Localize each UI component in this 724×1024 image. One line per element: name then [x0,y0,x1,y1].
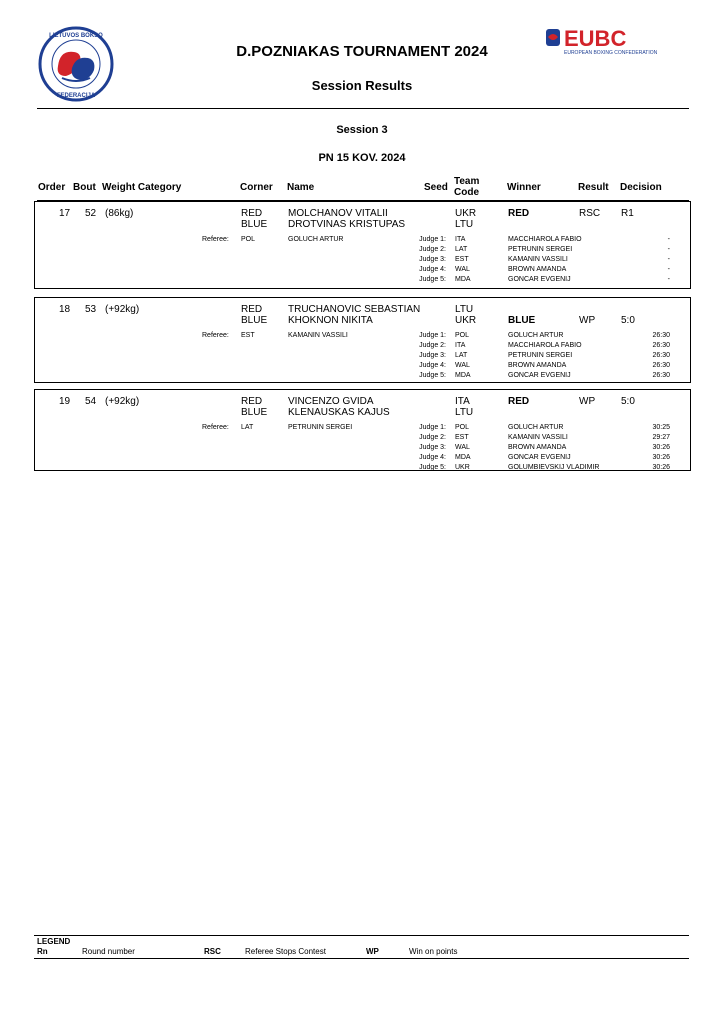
result: WP [579,396,596,407]
judge-label: Judge 3: [419,256,446,263]
bout-order: 19 [59,396,71,407]
judge-country: WAL [455,362,470,369]
col-code: Code [454,187,479,198]
judge-name: GOLUCH ARTUR [508,332,564,339]
judge-score: 26:30 [652,372,670,379]
referee-label: Referee: [202,236,229,243]
referee-name: GOLUCH ARTUR [288,236,344,243]
red-boxer-name: MOLCHANOV VITALII [288,208,388,219]
blue-boxer-name: KLENAUSKAS KAJUS [288,407,390,418]
judge-label: Judge 5: [419,276,446,283]
judge-country: POL [455,332,470,339]
referee-country: EST [241,332,255,339]
winner: RED [508,396,530,407]
judge-country: WAL [455,266,470,273]
judge-name: BROWN AMANDA [508,362,567,369]
blue-boxer-name: DROTVINAS KRISTUPAS [288,219,406,230]
session-date: PN 15 KOV. 2024 [318,152,406,164]
judge-label: Judge 1: [419,424,446,431]
red-team-code: ITA [455,396,470,407]
judge-score: 26:30 [652,352,670,359]
judge-score: 30:25 [652,424,670,431]
judge-name: GOLUCH ARTUR [508,424,564,431]
judge-country: ITA [455,236,466,243]
judge-score: - [667,236,670,243]
svg-text:FEDERACIJA: FEDERACIJA [56,93,96,99]
referee-name: KAMANIN VASSILI [288,332,348,339]
judge-name: PETRUNIN SERGEI [508,246,573,253]
legend-title: LEGEND [37,937,71,946]
tournament-title: D.POZNIAKAS TOURNAMENT 2024 [236,43,488,60]
red-team-code: UKR [455,208,477,219]
col-seed: Seed [424,182,448,193]
judge-score: 26:30 [652,332,670,339]
red-corner-label: RED [241,304,263,315]
bout-number: 52 [85,208,97,219]
judge-country: MDA [455,372,471,379]
red-corner-label: RED [241,208,263,219]
bout-number: 54 [85,396,97,407]
decision: R1 [621,208,634,219]
decision: 5:0 [621,315,635,326]
blue-team-code: UKR [455,315,477,326]
session-name: Session 3 [336,124,388,136]
result: RSC [579,208,601,219]
judge-country: POL [455,424,470,431]
legend-desc: Round number [82,947,135,956]
col-decision: Decision [620,182,662,193]
result: WP [579,315,596,326]
judge-label: Judge 2: [419,246,446,253]
judge-score: 26:30 [652,362,670,369]
col-team: Team [454,176,480,187]
judge-name: BROWN AMANDA [508,444,567,451]
judge-name: KAMANIN VASSILI [508,256,568,263]
winner: RED [508,208,530,219]
judge-label: Judge 3: [419,444,446,451]
legend-code: Rn [37,947,48,956]
svg-text:LIETUVOS BOKSO: LIETUVOS BOKSO [49,33,103,39]
judge-score: - [667,246,670,253]
judge-label: Judge 3: [419,352,446,359]
judge-name: GONCAR EVGENIJ [508,372,571,379]
referee-name: PETRUNIN SERGEI [288,424,353,431]
judge-score: 30:26 [652,444,670,451]
col-order: Order [38,182,66,193]
judge-score: 30:26 [652,464,670,471]
col-bout: Bout [73,182,96,193]
weight-category: (86kg) [105,208,134,219]
judge-country: UKR [455,464,470,471]
col-result: Result [578,182,609,193]
legend-desc: Referee Stops Contest [245,947,326,956]
page-subtitle: Session Results [311,78,413,93]
judge-label: Judge 5: [419,464,446,471]
judge-name: GONCAR EVGENIJ [508,276,571,283]
legend [34,935,689,959]
judge-name: KAMANIN VASSILI [508,434,568,441]
judge-label: Judge 4: [419,454,446,461]
judge-country: LAT [455,352,468,359]
blue-corner-label: BLUE [241,315,268,326]
blue-team-code: LTU [455,219,474,230]
legend-code: WP [366,947,379,956]
red-boxer-name: VINCENZO GVIDA [288,396,374,407]
judge-country: EST [455,256,469,263]
judge-score: - [667,256,670,263]
blue-corner-label: BLUE [241,219,268,230]
judge-name: PETRUNIN SERGEI [508,352,573,359]
blue-team-code: LTU [455,407,474,418]
judge-country: WAL [455,444,470,451]
col-name: Name [287,182,315,193]
col-corner: Corner [240,182,273,193]
col-weight: Weight Category [102,182,182,193]
referee-label: Referee: [202,424,229,431]
bout-block [34,297,691,383]
judge-score: 26:30 [652,342,670,349]
blue-boxer-name: KHOKNON NIKITA [288,315,373,326]
decision: 5:0 [621,396,635,407]
judge-label: Judge 2: [419,342,446,349]
header-divider [37,108,689,109]
bout-block [34,201,691,289]
bout-block [34,389,691,471]
judge-score: - [667,276,670,283]
judge-country: EST [455,434,469,441]
judge-country: MDA [455,276,471,283]
bout-order: 18 [59,304,71,315]
judge-score: 30:26 [652,454,670,461]
legend-code: RSC [204,947,221,956]
judge-country: MDA [455,454,471,461]
legend-desc: Win on points [409,947,458,956]
judge-label: Judge 4: [419,362,446,369]
svg-text:EUROPEAN BOXING CONFEDERATION: EUROPEAN BOXING CONFEDERATION [564,50,658,56]
judge-name: GONCAR EVGENIJ [508,454,571,461]
judge-label: Judge 4: [419,266,446,273]
judge-label: Judge 5: [419,372,446,379]
judge-country: ITA [455,342,466,349]
svg-text:EUBC: EUBC [564,26,627,51]
weight-category: (+92kg) [105,304,140,315]
judge-name: BROWN AMANDA [508,266,567,273]
judge-label: Judge 1: [419,236,446,243]
blue-corner-label: BLUE [241,407,268,418]
red-team-code: LTU [455,304,474,315]
judge-label: Judge 1: [419,332,446,339]
judge-name: GOLUMBIEVSKIJ VLADIMIR [508,464,600,471]
judge-country: LAT [455,246,468,253]
judge-score: - [667,266,670,273]
col-winner: Winner [507,182,541,193]
referee-country: POL [241,236,256,243]
red-boxer-name: TRUCHANOVIC SEBASTIAN [288,304,421,315]
weight-category: (+92kg) [105,396,140,407]
referee-label: Referee: [202,332,229,339]
judge-score: 29:27 [652,434,670,441]
winner: BLUE [508,315,536,326]
judge-name: MACCHIAROLA FABIO [508,342,582,349]
referee-country: LAT [241,424,254,431]
judge-label: Judge 2: [419,434,446,441]
bout-order: 17 [59,208,71,219]
red-corner-label: RED [241,396,263,407]
bout-number: 53 [85,304,97,315]
judge-name: MACCHIAROLA FABIO [508,236,582,243]
